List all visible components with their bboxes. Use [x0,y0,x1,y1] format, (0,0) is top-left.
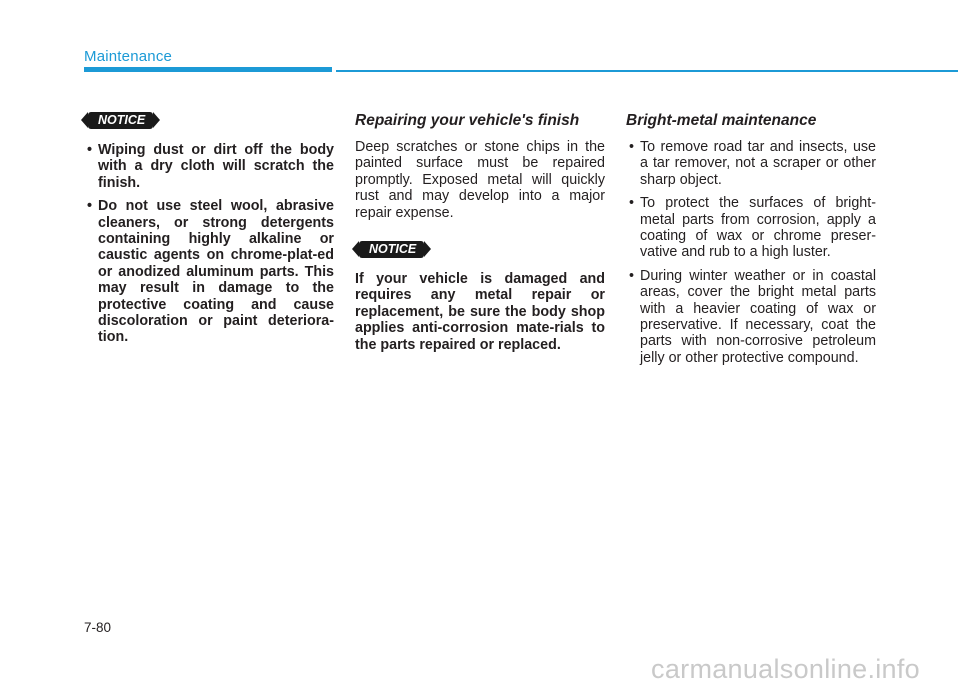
notice-badge: NOTICE [359,241,424,258]
notice-badge: NOTICE [88,112,153,129]
header-rule-thin [336,70,958,72]
section-header: Maintenance [84,48,173,65]
list-item: • To remove road tar and insects, use a tar remover, not a scraper or other sharp object. [626,139,876,188]
section-heading: Bright-metal maintenance [626,112,817,129]
list-item: • Wiping dust or dirt off the body with a dry cloth will scratch the finish. [84,142,334,191]
list-item: • To protect the surfaces of bright-metal parts from corrosion, apply a coating of wax or chrome preser-vative and rub to a high luster. [626,195,876,261]
notice-bullet-list [84,142,334,346]
body-paragraph: Deep scratches or stone chips in the painted surface must be repaired promptly. Exposed metal will quickly rust and may develop into a major repair expense. [355,139,605,221]
section-heading: Repairing your vehicle's finish [355,112,580,129]
column-1 [84,112,334,353]
page-number: 7-80 [84,620,112,635]
list-item: • During winter weather or in coastal areas, cover the bright metal parts with a heavier coating of wax or preservative. If necessary, coat the parts with non-corrosive petroleum jelly or other protective compound. [626,268,876,366]
bullet-list [626,139,876,366]
watermark: carmanualsonline.info [651,654,920,684]
notice-paragraph: If your vehicle is damaged and requires any metal repair or replacement, be sure the body shop applies anti-corrosion mate-rials to the parts repaired or replaced. [355,271,605,353]
header-rule-thick [84,67,332,72]
column-3 [626,112,876,373]
column-2 [355,112,605,353]
list-item: • Do not use steel wool, abrasive cleaners, or strong detergents containing highly alkaline or caustic agents on chrome-plat-ed or anodized aluminum parts. This may result in damage to the protective coating and cause discoloration or paint deteriora-tion. [84,198,334,346]
